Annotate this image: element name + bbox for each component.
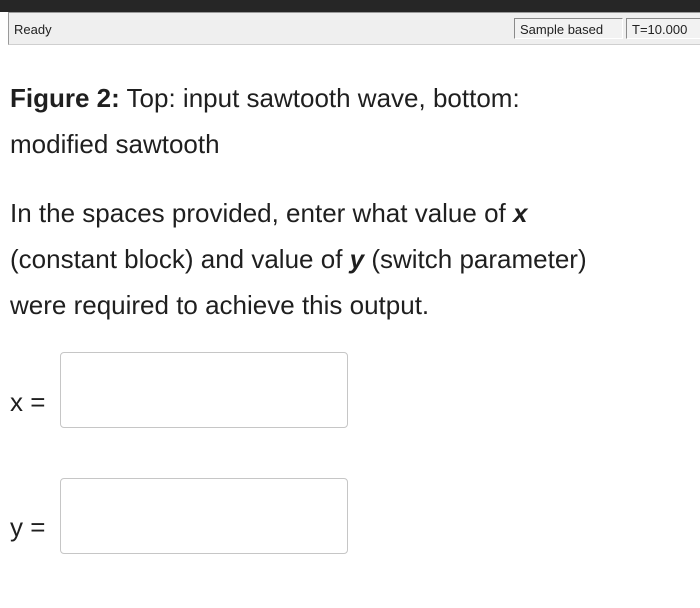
x-answer-input[interactable] bbox=[60, 352, 348, 428]
caption-text-line2: modified sawtooth bbox=[10, 129, 220, 159]
y-answer-label: y = bbox=[10, 512, 46, 542]
status-simulation-time: T=10.000 bbox=[626, 18, 700, 39]
question-instructions bbox=[10, 190, 690, 328]
instructions-part3: (switch parameter) bbox=[364, 244, 587, 274]
figure-label: Figure 2: bbox=[10, 83, 120, 113]
caption-text-line1: Top: input sawtooth wave, bottom: bbox=[119, 83, 520, 113]
x-answer-label: x = bbox=[10, 387, 46, 417]
y-answer-input[interactable] bbox=[60, 478, 348, 554]
variable-x: x bbox=[512, 198, 528, 228]
instructions-part1: In the spaces provided, enter what value of bbox=[10, 198, 513, 228]
instructions-part4: were required to achieve this output. bbox=[10, 290, 430, 320]
status-ready-text: Ready bbox=[14, 22, 52, 37]
figure-caption bbox=[10, 75, 690, 167]
instructions-part2: (constant block) and value of bbox=[10, 244, 350, 274]
status-sample-mode: Sample based bbox=[514, 18, 623, 39]
status-bar bbox=[8, 12, 700, 45]
variable-y: y bbox=[349, 244, 365, 274]
window-top-bar bbox=[0, 0, 700, 12]
